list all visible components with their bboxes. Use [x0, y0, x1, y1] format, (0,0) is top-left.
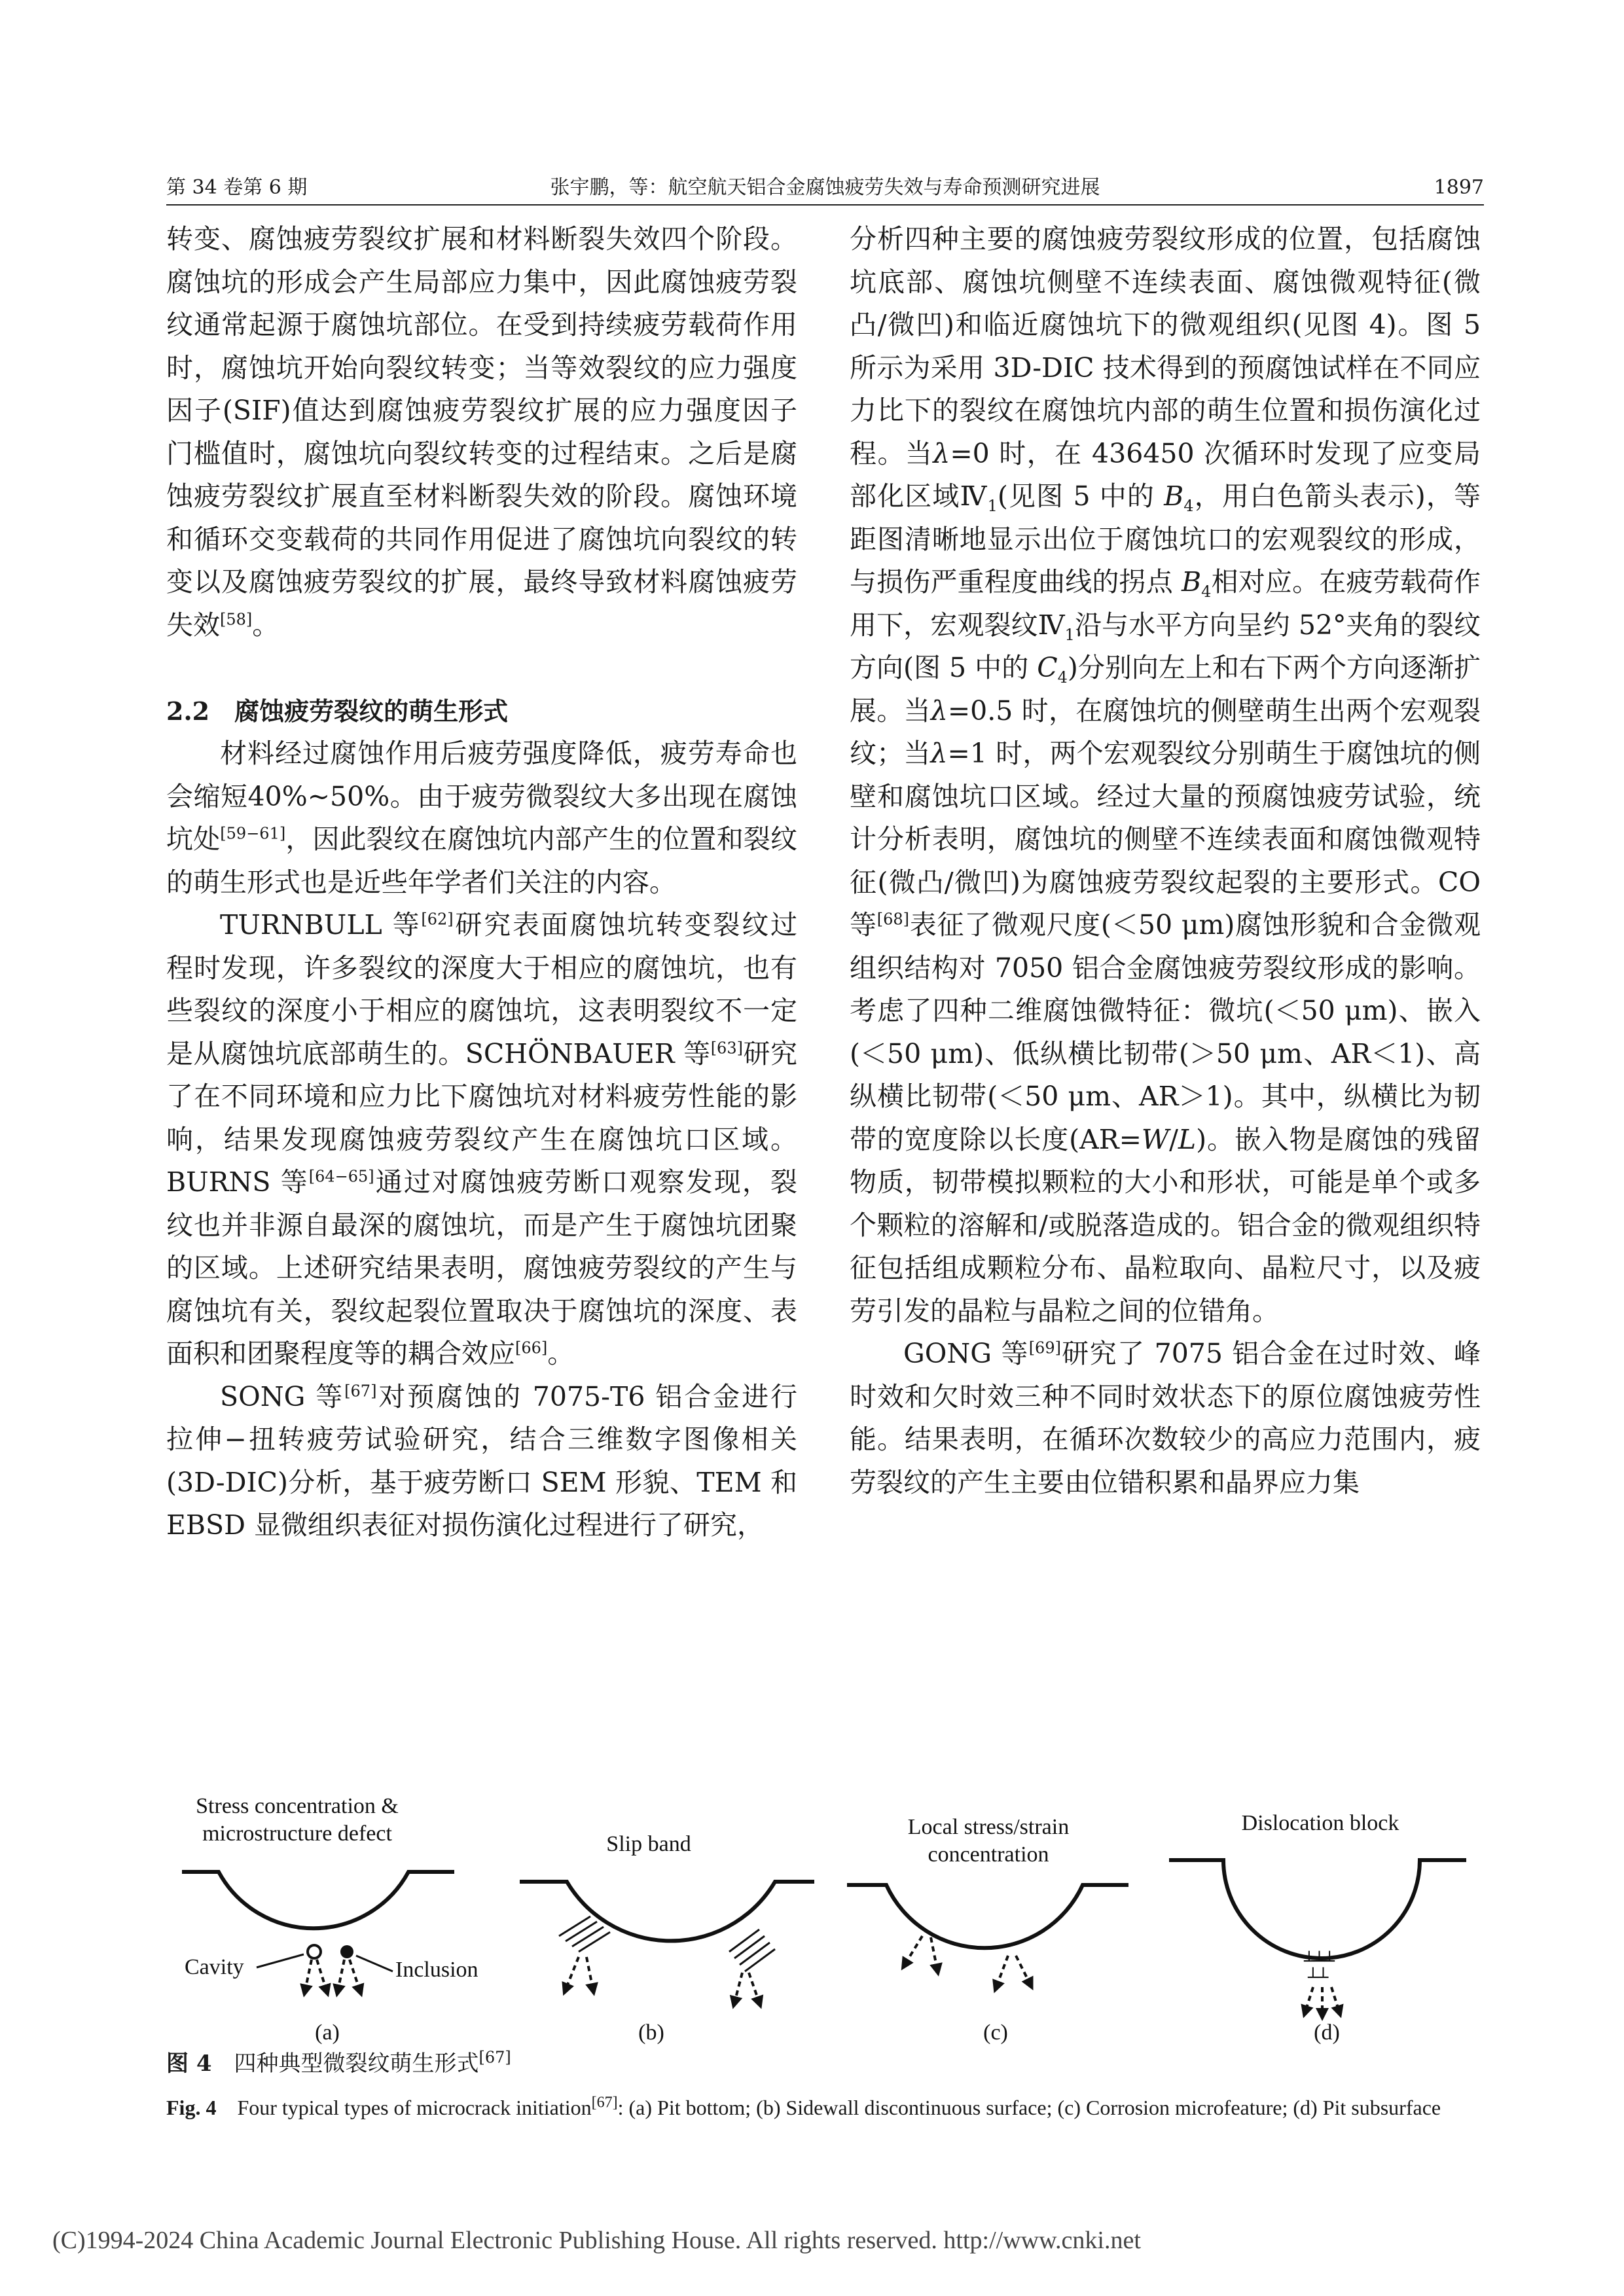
- panel-a-title-line1: Stress concentration &: [196, 1794, 399, 1818]
- panel-b: [520, 1832, 814, 2045]
- crack-arrow: [586, 1957, 593, 1990]
- slip-band-hatch-right: [729, 1929, 775, 1971]
- panel-a-label: (a): [315, 2020, 340, 2045]
- panel-b-label: (b): [638, 2020, 664, 2045]
- paragraph: GONG 等[69]研究了 7075 铝合金在过时效、峰时效和欠时效三种不同时效状态下的原位腐蚀疲劳性能。结果表明，在循环次数较少的高应力范围内，疲劳裂纹的产生主要由位错积累和晶界应力集: [850, 1338, 1481, 1498]
- paragraph: 转变、腐蚀疲劳裂纹扩展和材料断裂失效四个阶段。腐蚀坑的形成会产生局部应力集中，因此腐蚀疲劳裂纹通常起源于腐蚀坑部位。在受到持续疲劳载荷作用时，腐蚀坑开始向裂纹转变；当等效裂纹的应力强度因子(SIF)值达到腐蚀疲劳裂纹扩展的应力强度因子门槛值时，腐蚀坑向裂纹转变的过程结束。之后是腐蚀疲劳裂纹扩展直至材料断裂失效的阶段。腐蚀环境和循环交变载荷的共同作用促进了腐蚀坑向裂纹的转变以及腐蚀疲劳裂纹的扩展，最终导致材料腐蚀疲劳失效[58]。: [166, 223, 797, 641]
- crack-arrow: [1331, 1987, 1339, 2012]
- pit-profile: [1169, 1860, 1466, 1958]
- leader-line: [257, 1954, 304, 1967]
- crack-arrow: [566, 1957, 579, 1990]
- left-column: [166, 218, 797, 1547]
- paragraph: SONG 等[67]对预腐蚀的 7075-T6 铝合金进行拉伸−扭转疲劳试验研究，结合三维数字图像相关(3D-DIC)分析，基于疲劳断口 SEM 形貌、TEM 和 EBSD 显微组织表征对损伤演化过程进行了研究，: [166, 1380, 797, 1541]
- crack-arrow: [305, 1960, 312, 1991]
- panel-d-title: Dislocation block: [1241, 1811, 1399, 1835]
- svg-text:┴┴: ┴┴: [1308, 1968, 1329, 1988]
- crack-arrow: [1016, 1956, 1030, 1984]
- panel-d-label: (d): [1314, 2020, 1340, 2045]
- leader-line: [356, 1956, 393, 1971]
- crack-arrow: [749, 1973, 759, 2003]
- crack-arrow: [338, 1960, 344, 1991]
- cavity-label: Cavity: [185, 1955, 244, 1979]
- panel-a: [182, 1794, 478, 2045]
- pit-profile: [847, 1885, 1128, 1948]
- crack-arrow: [905, 1936, 922, 1965]
- panel-c-label: (c): [983, 2020, 1008, 2045]
- cavity-symbol: [308, 1945, 321, 1958]
- figure-caption-en: Fig. 4 Four typical types of microcrack initiation[67]: (a) Pit bottom; (b) Sidewall discontinuous surface; (c) Corrosion microfeature; (d) Pit subsurface: [166, 2094, 1441, 2119]
- panel-d: [1169, 1811, 1466, 2045]
- running-header: [166, 171, 1484, 206]
- figure-4: [166, 1787, 1484, 2049]
- panel-b-title: Slip band: [606, 1832, 691, 1856]
- pit-profile: [182, 1872, 454, 1928]
- panel-c: [847, 1815, 1128, 2045]
- panel-a-title-line2: microstructure defect: [202, 1821, 392, 1846]
- inclusion-label: Inclusion: [395, 1958, 478, 1982]
- page-number: 1897: [1434, 176, 1484, 199]
- dislocation-symbols: [1303, 1950, 1335, 1988]
- inclusion-symbol: [340, 1945, 353, 1958]
- copyright-footer: (C)1994-2024 China Academic Journal Electronic Publishing House. All rights reserved. http://www.cnki.net: [52, 2227, 1141, 2254]
- paragraph: 材料经过腐蚀作用后疲劳强度降低，疲劳寿命也会缩短40%~50%。由于疲劳微裂纹大多出现在腐蚀坑处[59−61]，因此裂纹在腐蚀坑内部产生的位置和裂纹的萌生形式也是近些年学者们关注的内容。: [166, 738, 798, 898]
- paragraph: TURNBULL 等[62]研究表面腐蚀坑转变裂纹过程时发现，许多裂纹的深度大于相应的腐蚀坑，也有些裂纹的深度小于相应的腐蚀坑，这表明裂纹不一定是从腐蚀坑底部萌生的。SCHÖNBAUER 等[63]研究了在不同环境和应力比下腐蚀坑对材料疲劳性能的影响，结果发现腐蚀疲劳裂纹产生在腐蚀坑口区域。BURNS 等[64−65]通过对腐蚀疲劳断口观察发现，裂纹也并非源自最深的腐蚀坑，而是产生于腐蚀坑团聚的区域。上述研究结果表明，腐蚀疲劳裂纹的产生与腐蚀坑有关，裂纹起裂位置取决于腐蚀坑的深度、表面积和团聚程度等的耦合效应[66]。: [166, 909, 798, 1369]
- figure-caption-cn: 图 4 四种典型微裂纹萌生形式[67]: [166, 2048, 511, 2077]
- volume-issue: 第 34 卷第 6 期: [166, 176, 308, 199]
- crack-arrow: [1305, 1987, 1313, 2012]
- crack-arrow: [734, 1973, 742, 2003]
- running-title: 张宇鹏，等：航空航天铝合金腐蚀疲劳失效与寿命预测研究进展: [550, 176, 1100, 199]
- crack-arrow: [317, 1960, 327, 1991]
- panel-c-title-line1: Local stress/strain: [907, 1815, 1070, 1839]
- crack-arrow: [350, 1960, 360, 1991]
- crack-arrow: [931, 1937, 937, 1970]
- panel-c-title-line2: concentration: [928, 1842, 1049, 1867]
- right-column: [850, 218, 1481, 1504]
- paragraph: 分析四种主要的腐蚀疲劳裂纹形成的位置，包括腐蚀坑底部、腐蚀坑侧壁不连续表面、腐蚀微观特征(微凸/微凹)和临近腐蚀坑下的微观组织(见图 4)。图 5 所示为采用 3D-DIC 技术得到的预腐蚀试样在不同应力比下的裂纹在腐蚀坑内部的萌生位置和损伤演化过程。当λ=0 时，在 436450 次循环时发现了应变局部化区域$Ⅳ_1$(见图 5 中的 $B_4$，用白色箭头表示)，等距图清晰地显示出位于腐蚀坑口的宏观裂纹的形成，与损伤严重程度曲线的拐点 $B_4$相对应。在疲劳载荷作用下，宏观裂纹$Ⅳ_1$沿与水平方向呈约 52°夹角的裂纹方向(图 5 中的 $C_4$)分别向左上和右下两个方向逐渐扩展。当λ=0.5 时，在腐蚀坑的侧壁萌生出两个宏观裂纹；当λ=1 时，两个宏观裂纹分别萌生于腐蚀坑的侧壁和腐蚀坑口区域。经过大量的预腐蚀疲劳试验，统计分析表明，腐蚀坑的侧壁不连续表面和腐蚀微观特征(微凸/微凹)为腐蚀疲劳裂纹起裂的主要形式。CO 等[68]表征了微观尺度(＜50 μm)腐蚀形貌和合金微观组织结构对 7050 铝合金腐蚀疲劳裂纹形成的影响。考虑了四种二维腐蚀微特征：微坑(＜50 μm)、嵌入(＜50 μm)、低纵横比韧带(＞50 μm、AR＜1)、高纵横比韧带(＜50 μm、AR＞1)。其中，纵横比为韧带的宽度除以长度(AR=W/L)。嵌入物是腐蚀的残留物质，韧带模拟颗粒的大小和形状，可能是单个或多个颗粒的溶解和/或脱落造成的。铝合金的微观组织特征包括组成颗粒分布、晶粒取向、晶粒尺寸，以及疲劳引发的晶粒与晶粒之间的位错角。: [850, 223, 1481, 1327]
- section-heading: 2.2 腐蚀疲劳裂纹的萌生形式: [166, 696, 509, 726]
- crack-arrow: [996, 1956, 1008, 1987]
- svg-text:┴┴┴: ┴┴┴: [1304, 1952, 1335, 1971]
